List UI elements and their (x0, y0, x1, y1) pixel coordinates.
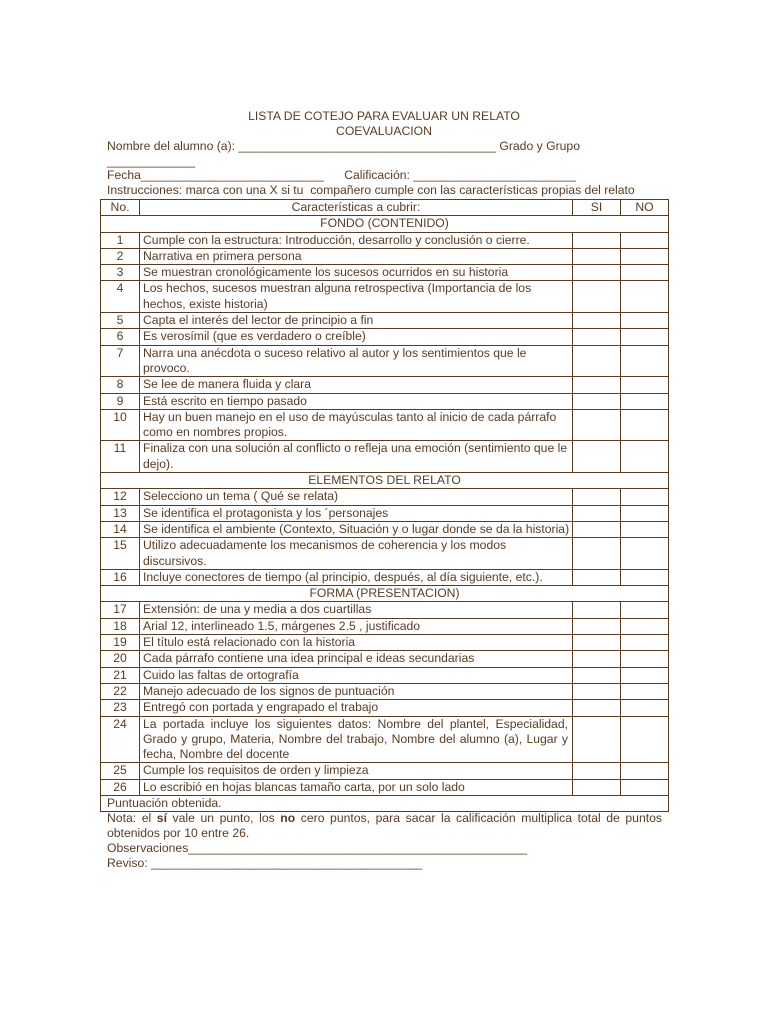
yes-checkbox-cell[interactable] (573, 313, 621, 329)
table-row (101, 618, 669, 634)
item-number: 11 (101, 441, 140, 473)
item-number: 2 (101, 248, 140, 264)
table-row (101, 248, 669, 264)
table-row (101, 602, 669, 618)
no-checkbox-cell[interactable] (621, 700, 669, 716)
no-checkbox-cell[interactable] (621, 618, 669, 634)
section-row (101, 473, 669, 489)
no-checkbox-cell[interactable] (621, 232, 669, 248)
no-checkbox-cell[interactable] (621, 393, 669, 409)
item-number: 19 (101, 635, 140, 651)
item-number: 10 (101, 409, 140, 441)
table-row (101, 779, 669, 795)
item-number: 12 (101, 489, 140, 505)
no-checkbox-cell[interactable] (621, 635, 669, 651)
table-row (101, 667, 669, 683)
section-row (101, 216, 669, 232)
checklist-table (100, 199, 669, 812)
yes-checkbox-cell[interactable] (573, 281, 621, 313)
item-number: 21 (101, 667, 140, 683)
item-criteria: Manejo adecuado de los signos de puntuación (140, 683, 573, 699)
section-title: FONDO (CONTENIDO) (101, 216, 669, 232)
no-checkbox-cell[interactable] (621, 265, 669, 281)
note-mid: vale un punto, los (166, 811, 281, 825)
yes-checkbox-cell[interactable] (573, 569, 621, 585)
page-title: LISTA DE COTEJO PARA EVALUAR UN RELATO (248, 109, 520, 123)
no-checkbox-cell[interactable] (621, 329, 669, 345)
yes-checkbox-cell[interactable] (573, 618, 621, 634)
item-criteria: Incluye conectores de tiempo (al principio, después, al día siguiente, etc.). (140, 569, 573, 585)
table-row (101, 232, 669, 248)
yes-checkbox-cell[interactable] (573, 602, 621, 618)
section-row (101, 586, 669, 602)
header-yes: SI (573, 200, 621, 216)
section-title: FORMA (PRESENTACION) (101, 586, 669, 602)
table-row (101, 521, 669, 537)
yes-checkbox-cell[interactable] (573, 441, 621, 473)
no-checkbox-cell[interactable] (621, 683, 669, 699)
reviewed-line: Reviso: ________________________________________ (107, 856, 423, 870)
item-criteria: Se muestran cronológicamente los sucesos ocurridos en su historia (140, 265, 573, 281)
item-criteria: Extensión: de una y media a dos cuartillas (140, 602, 573, 618)
item-number: 16 (101, 569, 140, 585)
no-checkbox-cell[interactable] (621, 248, 669, 264)
yes-checkbox-cell[interactable] (573, 345, 621, 377)
item-number: 13 (101, 505, 140, 521)
no-checkbox-cell[interactable] (621, 409, 669, 441)
item-criteria: Finaliza con una solución al conflicto o refleja una emoción (sentimiento que le dejo). (140, 441, 573, 473)
no-checkbox-cell[interactable] (621, 441, 669, 473)
yes-checkbox-cell[interactable] (573, 700, 621, 716)
item-criteria: Cada párrafo contiene una idea principal e ideas secundarias (140, 651, 573, 667)
no-checkbox-cell[interactable] (621, 489, 669, 505)
header-criteria: Características a cubrir: (140, 200, 573, 216)
item-criteria: Cuido las faltas de ortografía (140, 667, 573, 683)
table-row (101, 569, 669, 585)
note-no: no (280, 811, 296, 825)
item-criteria: Entregó con portada y engrapado el trabajo (140, 700, 573, 716)
item-criteria: El título está relacionado con la historia (140, 635, 573, 651)
note-prefix: Nota: el (107, 811, 157, 825)
item-number: 7 (101, 345, 140, 377)
item-criteria: Los hechos, sucesos muestran alguna retrospectiva (Importancia de los hechos, existe historia) (140, 281, 573, 313)
group-line: _____________ (107, 154, 196, 168)
no-checkbox-cell[interactable] (621, 505, 669, 521)
table-row (101, 441, 669, 473)
item-number: 8 (101, 377, 140, 393)
table-row (101, 651, 669, 667)
item-number: 9 (101, 393, 140, 409)
item-number: 1 (101, 232, 140, 248)
item-criteria: La portada incluye los siguientes datos: Nombre del plantel, Especialidad, Grado y grupo, Materia, Nombre del trabajo, Nombre del alumno (a), Lugar y fecha, Nombre del docente (140, 716, 573, 763)
section-title: ELEMENTOS DEL RELATO (101, 473, 669, 489)
table-row (101, 489, 669, 505)
page-subtitle: COEVALUACION (336, 124, 432, 138)
table-row (101, 635, 669, 651)
student-name-line: Nombre del alumno (a): ______________________________________ Grado y Grupo (107, 139, 580, 153)
yes-checkbox-cell[interactable] (573, 265, 621, 281)
yes-checkbox-cell[interactable] (573, 763, 621, 779)
item-number: 18 (101, 618, 140, 634)
no-checkbox-cell[interactable] (621, 281, 669, 313)
yes-checkbox-cell[interactable] (573, 667, 621, 683)
item-criteria: Cumple los requisitos de orden y limpieza (140, 763, 573, 779)
item-criteria: Se lee de manera fluida y clara (140, 377, 573, 393)
item-number: 24 (101, 716, 140, 763)
table-row (101, 265, 669, 281)
yes-checkbox-cell[interactable] (573, 521, 621, 537)
header-no: No. (101, 200, 140, 216)
yes-checkbox-cell[interactable] (573, 635, 621, 651)
item-number: 5 (101, 313, 140, 329)
item-number: 15 (101, 538, 140, 570)
no-checkbox-cell[interactable] (621, 345, 669, 377)
item-criteria: Cumple con la estructura: Introducción, desarrollo y conclusión o cierre. (140, 232, 573, 248)
yes-checkbox-cell[interactable] (573, 505, 621, 521)
no-checkbox-cell[interactable] (621, 602, 669, 618)
item-criteria: Lo escribió en hojas blancas tamaño carta, por un solo lado (140, 779, 573, 795)
item-number: 3 (101, 265, 140, 281)
item-number: 26 (101, 779, 140, 795)
observations-line: Observaciones__________________________________________________ (107, 841, 528, 855)
yes-checkbox-cell[interactable] (573, 329, 621, 345)
item-criteria: Narrativa en primera persona (140, 248, 573, 264)
item-number: 17 (101, 602, 140, 618)
table-row (101, 700, 669, 716)
no-checkbox-cell[interactable] (621, 521, 669, 537)
no-checkbox-cell[interactable] (621, 377, 669, 393)
yes-checkbox-cell[interactable] (573, 651, 621, 667)
table-row (101, 763, 669, 779)
table-row (101, 683, 669, 699)
instructions: Instrucciones: marca con una X si tu compañero cumple con las características propias del relato (107, 183, 635, 197)
item-number: 14 (101, 521, 140, 537)
item-criteria: Hay un buen manejo en el uso de mayúsculas tanto al inicio de cada párrafo como en nombres propios. (140, 409, 573, 441)
item-number: 6 (101, 329, 140, 345)
item-criteria: Se identifica el ambiente (Contexto, Situación y o lugar donde se da la historia) (140, 521, 573, 537)
note (107, 811, 662, 841)
item-criteria: Narra una anécdota o suceso relativo al autor y los sentimientos que le provoco. (140, 345, 573, 377)
item-number: 22 (101, 683, 140, 699)
table-row (101, 393, 669, 409)
yes-checkbox-cell[interactable] (573, 489, 621, 505)
no-checkbox-cell[interactable] (621, 569, 669, 585)
table-row (101, 716, 669, 763)
item-number: 23 (101, 700, 140, 716)
yes-checkbox-cell[interactable] (573, 232, 621, 248)
yes-checkbox-cell[interactable] (573, 716, 621, 763)
table-row (101, 409, 669, 441)
yes-checkbox-cell[interactable] (573, 393, 621, 409)
table-row (101, 345, 669, 377)
item-criteria: Es verosímil (que es verdadero o creíble) (140, 329, 573, 345)
no-checkbox-cell[interactable] (621, 716, 669, 763)
yes-checkbox-cell[interactable] (573, 377, 621, 393)
item-number: 4 (101, 281, 140, 313)
item-criteria: Capta el interés del lector de principio a fin (140, 313, 573, 329)
score-row (101, 795, 669, 811)
no-checkbox-cell[interactable] (621, 651, 669, 667)
table-row (101, 329, 669, 345)
no-checkbox-cell[interactable] (621, 313, 669, 329)
item-criteria: Está escrito en tiempo pasado (140, 393, 573, 409)
item-number: 20 (101, 651, 140, 667)
item-criteria: Arial 12, interlineado 1.5, márgenes 2.5 , justificado (140, 618, 573, 634)
yes-checkbox-cell[interactable] (573, 779, 621, 795)
item-criteria: Utilizo adecuadamente los mecanismos de coherencia y los modos discursivos. (140, 538, 573, 570)
no-checkbox-cell[interactable] (621, 779, 669, 795)
header-no-col: NO (621, 200, 669, 216)
note-si: sí (156, 811, 167, 825)
item-number: 25 (101, 763, 140, 779)
no-checkbox-cell[interactable] (621, 667, 669, 683)
table-header-row (101, 200, 669, 216)
yes-checkbox-cell[interactable] (573, 409, 621, 441)
table-row (101, 281, 669, 313)
score-label: Puntuación obtenida. (101, 795, 669, 811)
item-criteria: Se identifica el protagonista y los ´personajes (140, 505, 573, 521)
date-grade-line: Fecha___________________________ Calificación: ________________________ (107, 168, 576, 182)
table-row (101, 505, 669, 521)
item-criteria: Selecciono un tema ( Qué se relata) (140, 489, 573, 505)
table-row (101, 313, 669, 329)
table-row (101, 538, 669, 570)
yes-checkbox-cell[interactable] (573, 538, 621, 570)
yes-checkbox-cell[interactable] (573, 683, 621, 699)
no-checkbox-cell[interactable] (621, 763, 669, 779)
table-row (101, 377, 669, 393)
no-checkbox-cell[interactable] (621, 538, 669, 570)
note-rest: cero puntos, para sacar la calificación multiplica total de puntos obtenidos por 10 entre 26. (107, 811, 662, 840)
yes-checkbox-cell[interactable] (573, 248, 621, 264)
